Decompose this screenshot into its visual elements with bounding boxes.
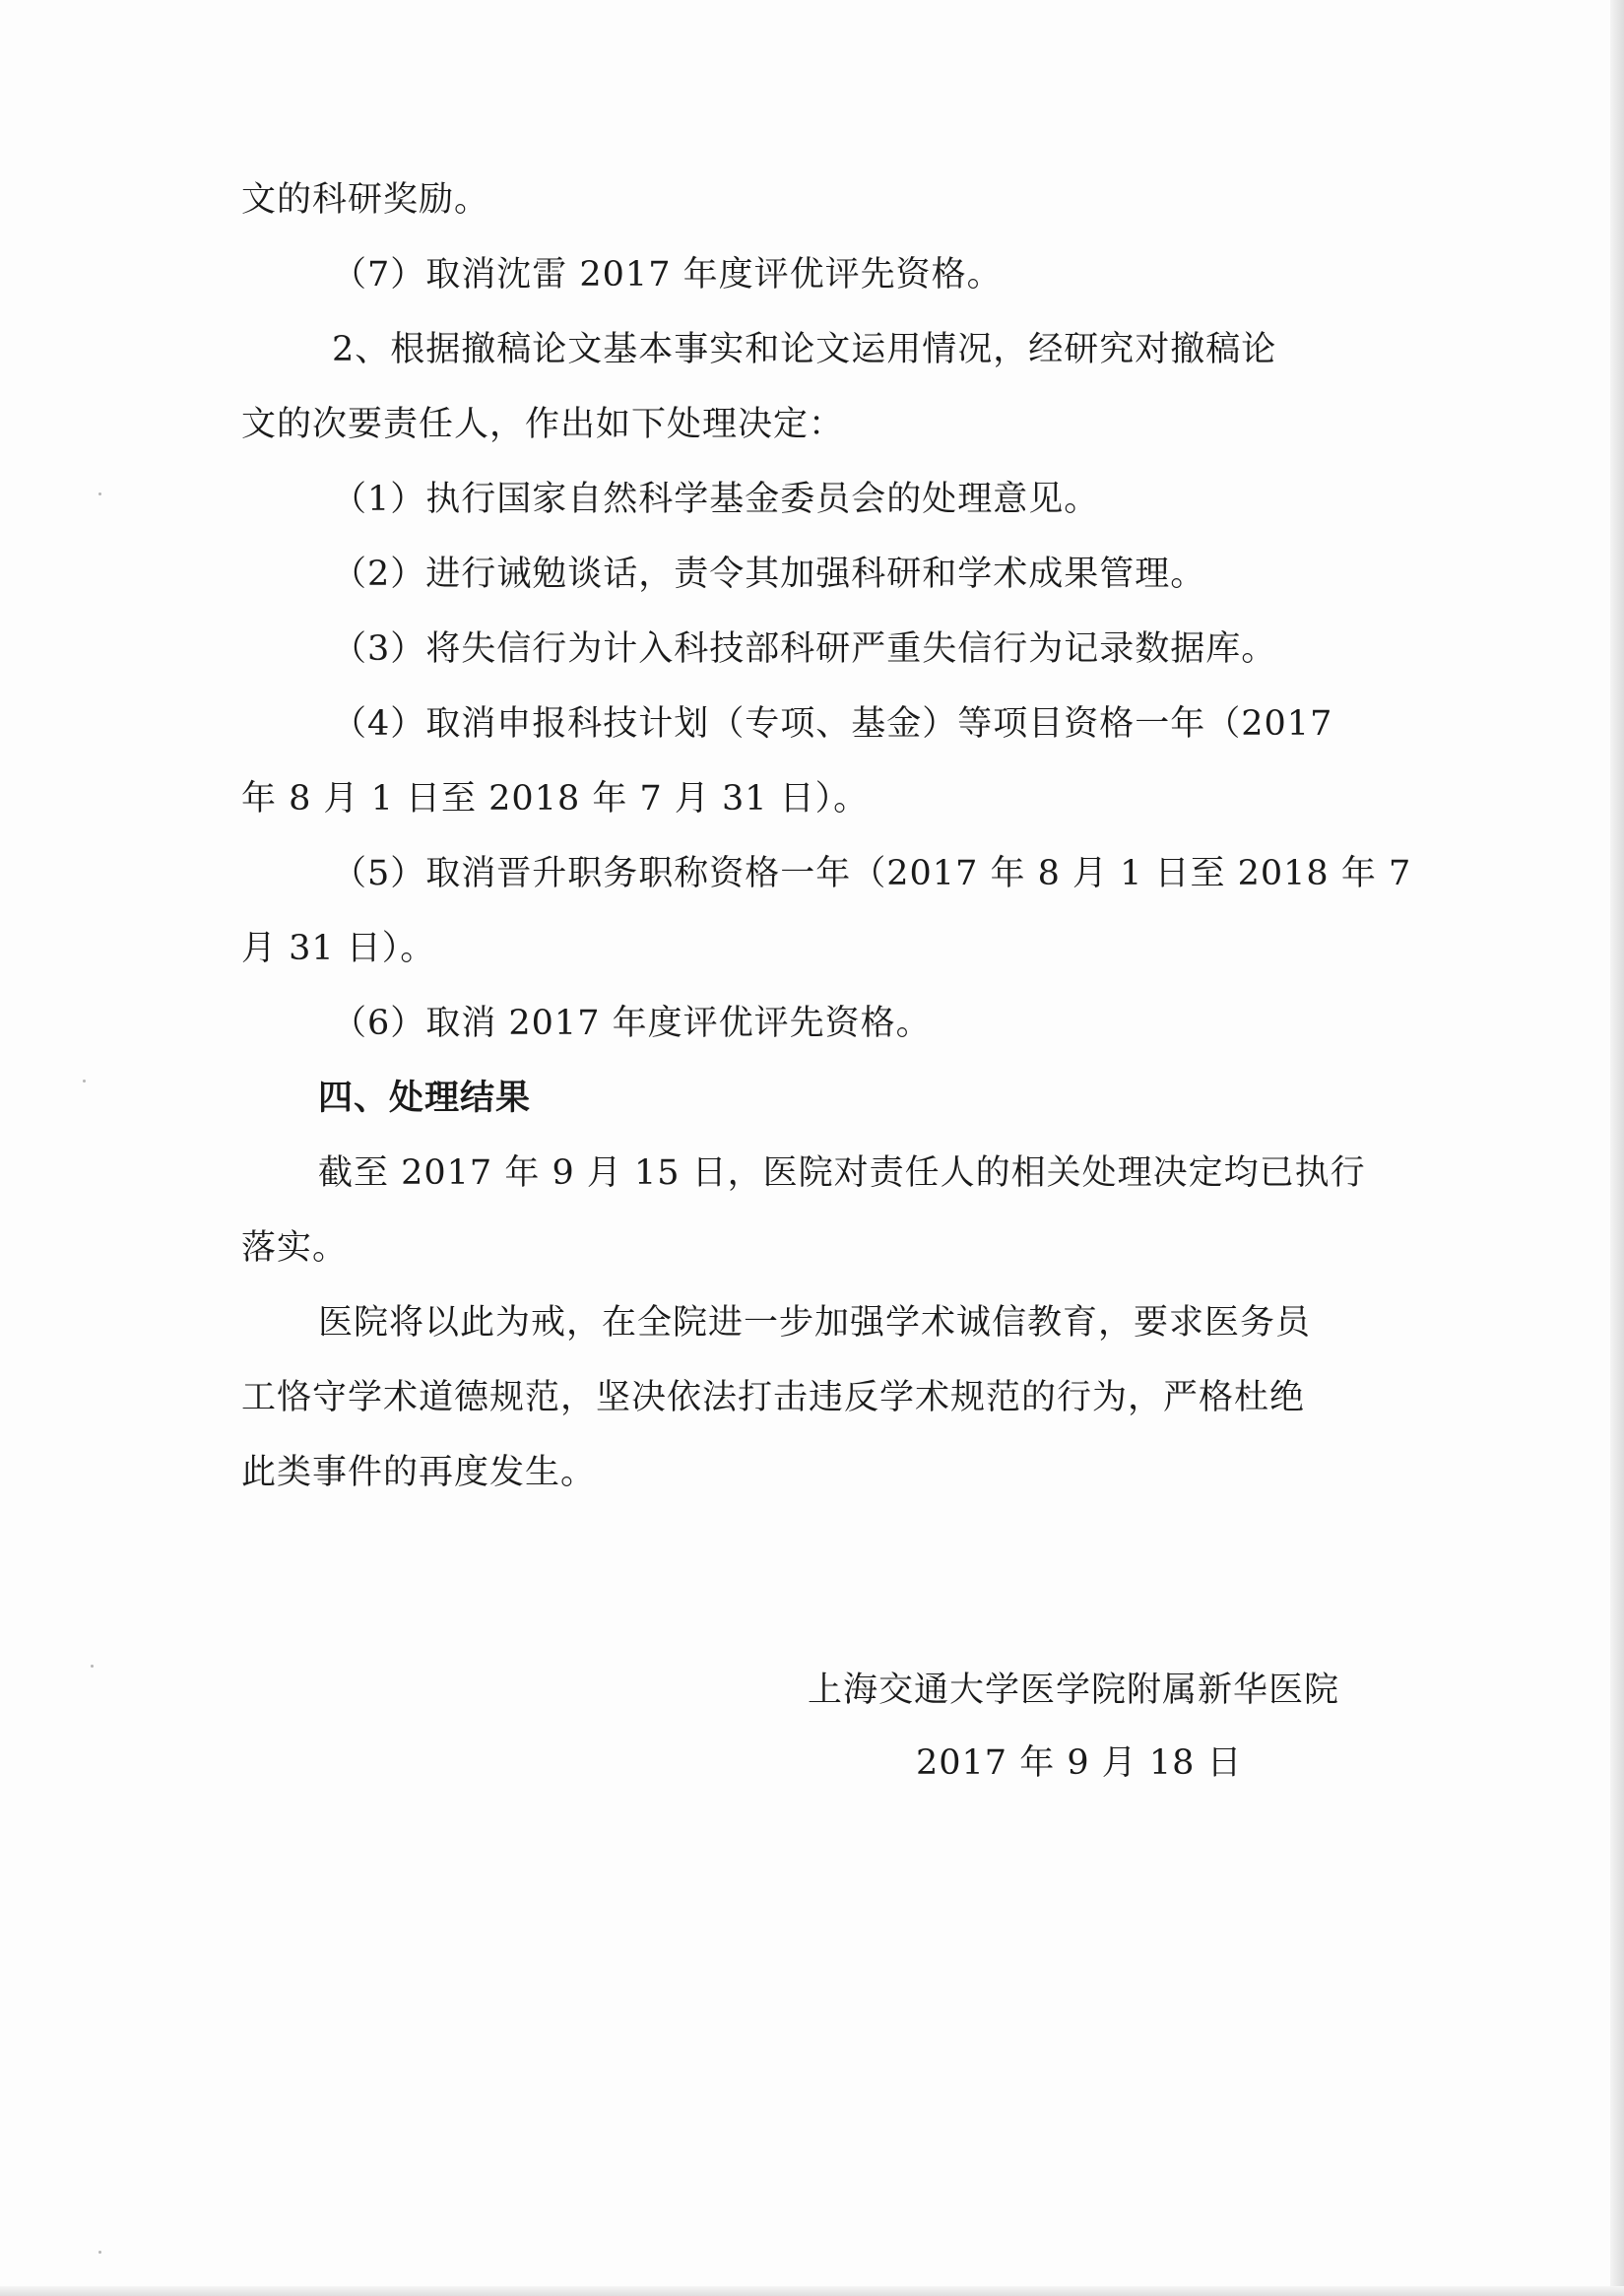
text-line: （3）将失信行为计入科技部科研严重失信行为记录数据库。 <box>332 629 1277 669</box>
text-line: 工恪守学术道德规范，坚决依法打击违反学术规范的行为，严格杜绝 <box>241 1378 1306 1417</box>
section-heading: 四、处理结果 <box>318 1078 532 1118</box>
text-line: 年 8 月 1 日至 2018 年 7 月 31 日）。 <box>241 779 870 819</box>
text-line: 截至 2017 年 9 月 15 日，医院对责任人的相关处理决定均已执行 <box>318 1153 1366 1193</box>
text-line: 医院将以此为戒，在全院进一步加强学术诚信教育，要求医务员 <box>318 1303 1312 1343</box>
scan-edge-right <box>1610 0 1624 2296</box>
document-body <box>241 163 1412 1510</box>
text-line: 文的次要责任人，作出如下处理决定： <box>241 405 845 444</box>
text-line: 文的科研奖励。 <box>241 180 490 220</box>
text-line: （6）取消 2017 年度评优评先资格。 <box>332 1004 932 1043</box>
scan-speck <box>98 2251 101 2254</box>
text-line: 此类事件的再度发生。 <box>241 1453 597 1492</box>
scan-speck <box>91 1665 94 1668</box>
text-line: （4）取消申报科技计划（专项、基金）等项目资格一年（2017 <box>332 704 1333 744</box>
text-line: （2）进行诫勉谈话，责令其加强科研和学术成果管理。 <box>332 555 1206 594</box>
signature-date: 2017 年 9 月 18 日 <box>916 1743 1243 1783</box>
text-line: （7）取消沈雷 2017 年度评优评先资格。 <box>332 255 1003 295</box>
text-line: （1）执行国家自然科学基金委员会的处理意见。 <box>332 480 1100 519</box>
text-line: （5）取消晋升职务职称资格一年（2017 年 8 月 1 日至 2018 年 7 <box>332 854 1412 893</box>
signature-organization: 上海交通大学医学院附属新华医院 <box>808 1671 1340 1710</box>
text-line: 2、根据撤稿论文基本事实和论文运用情况，经研究对撤稿论 <box>332 330 1277 369</box>
scan-speck <box>98 492 101 495</box>
scan-speck <box>83 1080 86 1082</box>
text-line: 月 31 日）。 <box>241 929 436 968</box>
text-line: 落实。 <box>241 1228 349 1268</box>
scan-edge-bottom <box>0 2286 1624 2296</box>
